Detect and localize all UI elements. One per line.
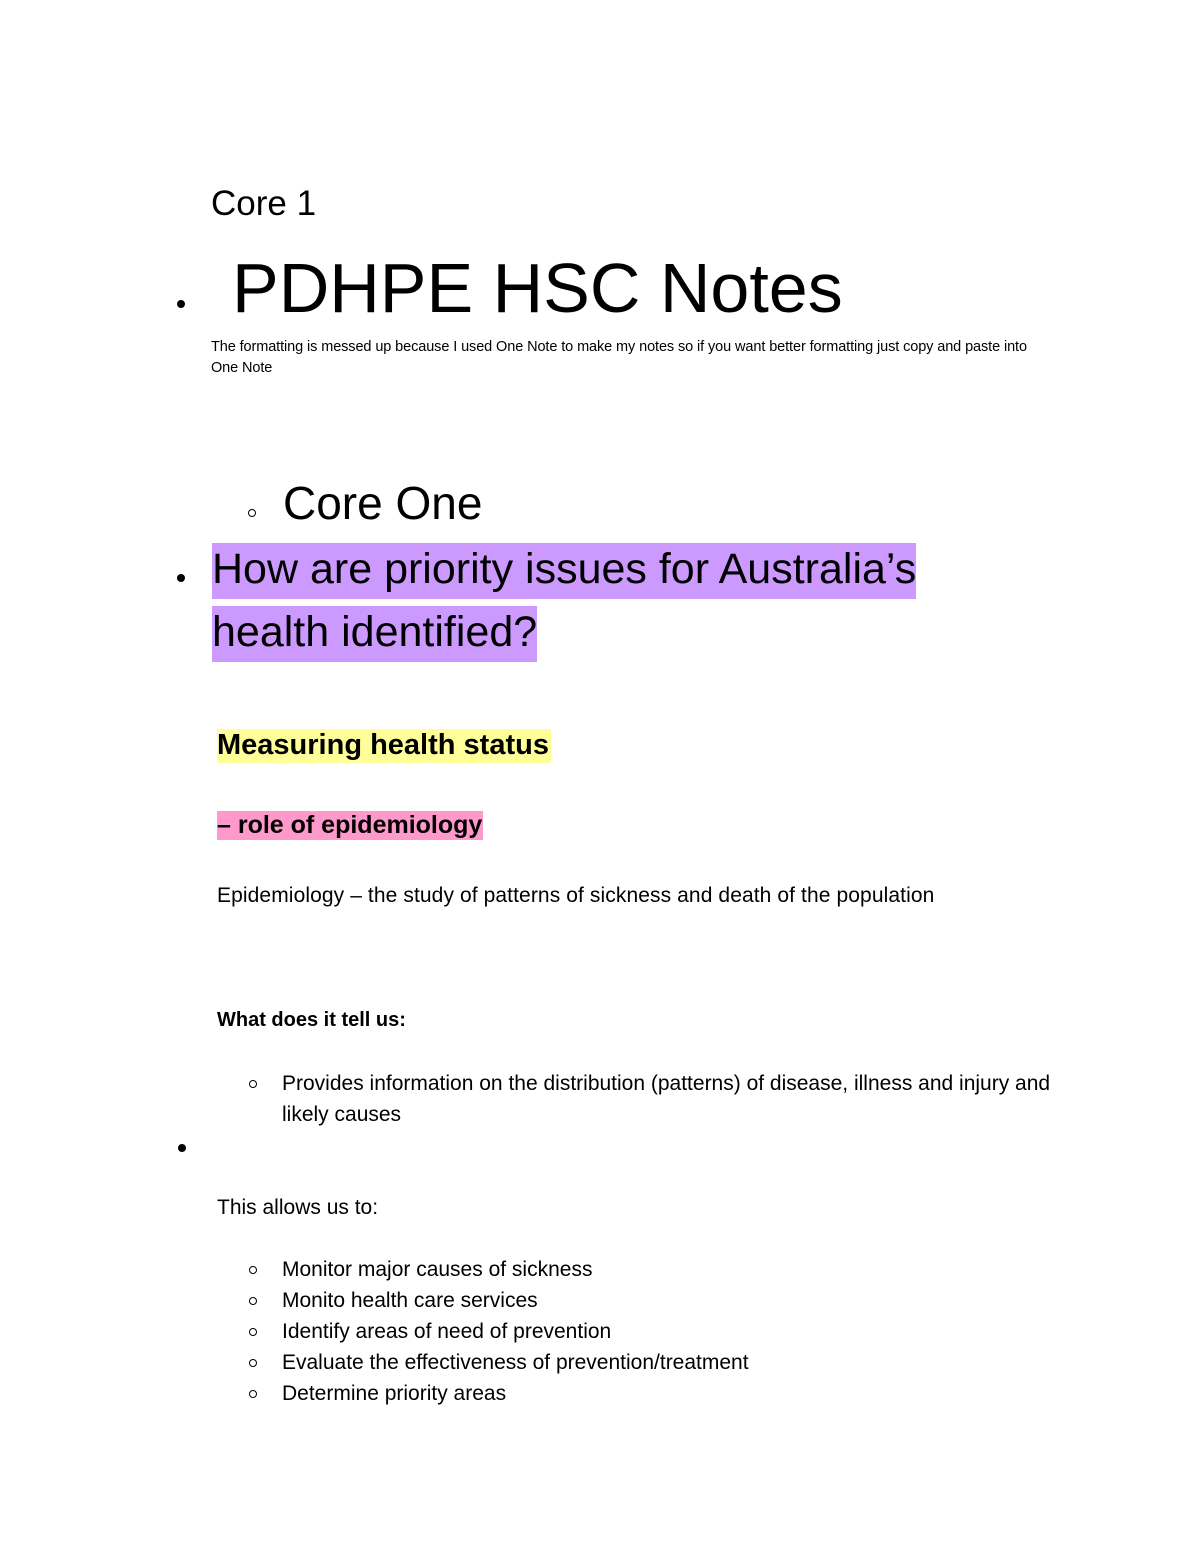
epidemiology-role-heading: [217, 808, 483, 842]
bullet-disc-icon: [178, 1144, 186, 1152]
subheading-text: Measuring health status: [217, 729, 549, 761]
bullet-circle-icon: [249, 1359, 257, 1367]
question-text: How are priority issues for Australia’s health identified?: [212, 543, 916, 662]
tell-us-heading: What does it tell us:: [217, 1009, 406, 1031]
list-item: Determine priority areas: [282, 1382, 507, 1405]
section-heading: Core One: [283, 477, 483, 529]
question-heading: [212, 538, 1032, 664]
list-item: Identify areas of need of prevention: [282, 1320, 612, 1343]
epidemiology-role-text: – role of epidemiology: [217, 811, 483, 839]
core-label: Core 1: [211, 184, 317, 223]
list-item: Monito health care services: [282, 1289, 538, 1312]
formatting-note: The formatting is messed up because I used One Note to make my notes so if you want better formatting just copy and paste into One Note: [211, 339, 1027, 376]
bullet-circle-icon: [249, 1266, 257, 1274]
bullet-circle-icon: [249, 1390, 257, 1398]
allows-heading: This allows us to:: [217, 1196, 379, 1219]
bullet-circle-icon: [249, 1080, 257, 1088]
list-item: Monitor major causes of sickness: [282, 1258, 593, 1281]
epidemiology-definition: Epidemiology – the study of patterns of sickness and death of the population: [217, 884, 935, 907]
page-title: PDHPE HSC Notes: [232, 249, 843, 327]
bullet-circle-icon: [248, 509, 256, 517]
subheading: [217, 725, 551, 765]
bullet-disc-icon: [177, 300, 185, 308]
bullet-disc-icon: [177, 574, 185, 582]
bullet-circle-icon: [249, 1297, 257, 1305]
list-item: Evaluate the effectiveness of prevention/treatment: [282, 1351, 749, 1374]
tell-us-item: Provides information on the distribution (patterns) of disease, illness and injury and likely causes: [282, 1072, 1051, 1126]
bullet-circle-icon: [249, 1328, 257, 1336]
